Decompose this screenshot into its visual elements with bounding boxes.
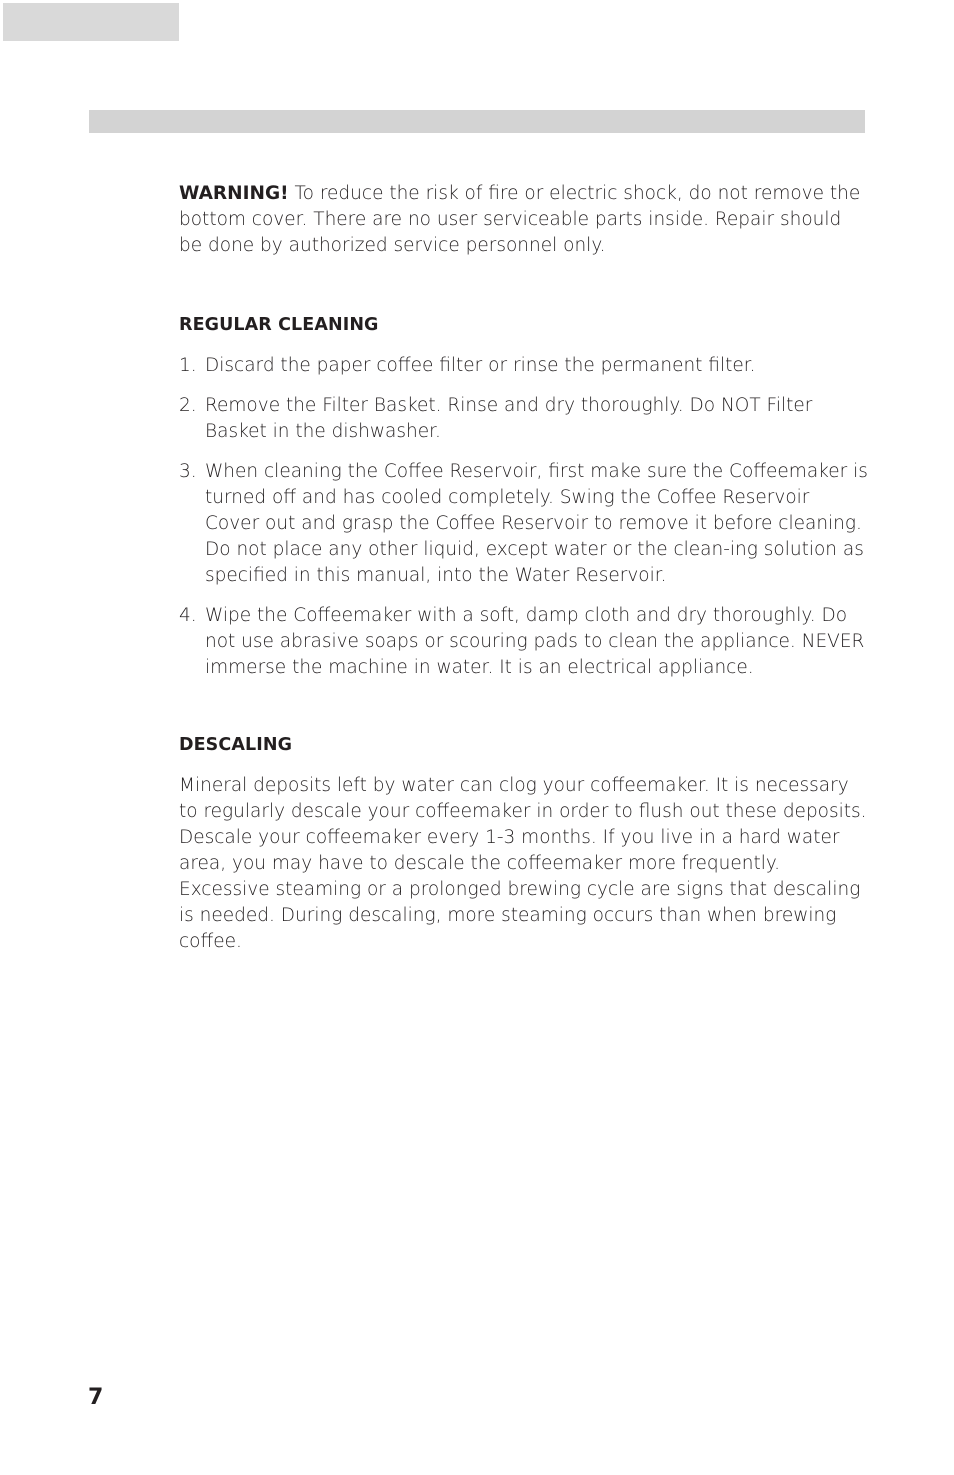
step-item — [179, 393, 869, 445]
page-number: 7 — [88, 1385, 104, 1410]
regular-cleaning-heading: REGULAR CLEANING — [179, 315, 379, 335]
page-content — [179, 181, 869, 955]
warning-lead: WARNING! — [179, 183, 289, 204]
descaling-paragraph: Mineral deposits left by water can clog your coffeemaker. It is necessary to regularly descale your coffeemaker in order to flush out these deposits. Descale your coffeemaker every 1-3 months. If you live in a hard water area, you may have to descale the coffeemaker more frequently. Excessive steaming or a prolonged brewing cycle are signs that descaling is needed. During descaling, more steaming occurs than when brewing coffee. — [179, 775, 867, 952]
warning-paragraph — [179, 181, 869, 259]
step-text: Discard the paper coffee filter or rinse the permanent filter. — [205, 355, 756, 376]
header-bar — [89, 110, 865, 133]
step-text: When cleaning the Coffee Reservoir, first make sure the Coffeemaker is turned off and has cooled completely. Swing the Coffee Reservoir Cover out and grasp the Coffee Reservoir to remove it before cleaning. Do not place any other liquid, except water or the clean-ing solution as specified in this manual, into the Water Reservoir. — [205, 461, 868, 586]
step-number: 3. — [179, 461, 197, 482]
step-item — [179, 459, 869, 589]
step-text: Wipe the Coffeemaker with a soft, damp cloth and dry thoroughly. Do not use abrasive soaps or scouring pads to clean the appliance. NEVER immerse the machine in water. It is an electrical appliance. — [205, 605, 865, 678]
regular-cleaning-steps — [179, 353, 869, 681]
descaling-heading: DESCALING — [179, 735, 293, 755]
warning-text: To reduce the risk of fire or electric shock, do not remove the bottom cover. There are no user serviceable parts inside. Repair should be done by authorized service personnel only. — [179, 183, 861, 256]
step-text: Remove the Filter Basket. Rinse and dry thoroughly. Do NOT Filter Basket in the dishwasher. — [205, 395, 813, 442]
step-number: 4. — [179, 605, 197, 626]
step-item — [179, 603, 869, 681]
step-number: 1. — [179, 355, 197, 376]
step-item — [179, 353, 869, 379]
step-number: 2. — [179, 395, 197, 416]
corner-tab — [3, 3, 179, 41]
